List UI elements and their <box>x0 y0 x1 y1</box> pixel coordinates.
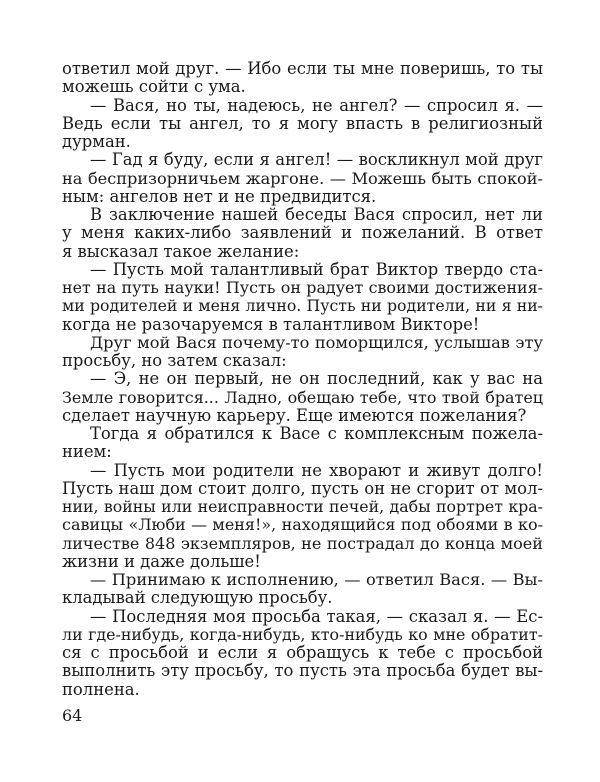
text-line: можешь сойти с ума. <box>62 77 246 97</box>
text-line: В заключение нашей беседы Вася спросил, нет ли <box>90 205 543 224</box>
text-line: нием: <box>62 442 112 462</box>
text-line: — Последняя моя просьба такая, — сказал я. — Ес- <box>90 606 543 626</box>
text-line: Ведь если ты ангел, то я могу впасть в религиозный <box>62 113 543 133</box>
text-line: когда не разочаруемся в талантливом Викторе! <box>62 314 480 334</box>
text-line: сделает научную карьеру. Еще имеются пожелания? <box>62 405 527 425</box>
text-line: — Пусть мой талантливый брат Виктор твердо ста- <box>90 259 543 279</box>
text-line: я высказал такое желание: <box>62 241 300 261</box>
text-line: жизни и даже дольше! <box>62 551 261 571</box>
text-line: — Гад я буду, если я ангел! — воскликнул мой друг <box>90 150 543 170</box>
text-line: Тогда я обратился к Васе с комплексным пожела- <box>90 424 543 443</box>
text-line: — Пусть мои родители не хворают и живут долго! <box>90 460 543 480</box>
text-line: ли где-нибудь, когда-нибудь, кто-нибудь ко мне обратит- <box>62 624 543 644</box>
text-line: просьбу, но затем сказал: <box>62 351 287 370</box>
text-line: ми родителей и меня лично. Пусть ни родители, ни я ни- <box>62 296 543 316</box>
body-text <box>62 60 543 699</box>
text-line: ся с просьбой и если я обращусь к тебе с просьбой <box>62 643 543 662</box>
text-line: кладывай следующую просьбу. <box>62 588 333 608</box>
text-line: личестве 848 экземпляров, не пострадал до конца моей <box>62 533 543 553</box>
text-line: Друг мой Вася почему-то поморщился, услышав эту <box>90 332 543 352</box>
text-line: — Вася, но ты, надеюсь, не ангел? — спросил я. — <box>90 95 543 115</box>
text-line: Пусть наш дом стоит долго, пусть он не сгорит от мол- <box>62 478 543 498</box>
text-line: у меня каких-либо заявлений и пожеланий. В ответ <box>62 223 543 243</box>
text-line: на беспризорничьем жаргоне. — Можешь быть спокой- <box>62 168 543 188</box>
text-line: полнена. <box>62 679 140 699</box>
text-line: — Принимаю к исполнению, — ответил Вася. — Вы- <box>90 570 543 589</box>
page-number: 64 <box>62 706 83 725</box>
text-line: — Э, не он первый, не он последний, как у вас на <box>90 369 543 389</box>
text-line: ответил мой друг. — Ибо если ты мне поверишь, то ты <box>62 59 543 78</box>
text-line: нии, войны или неисправности печей, дабы портрет кра- <box>62 497 543 516</box>
text-line: дурман. <box>62 132 131 151</box>
text-line: савицы «Люби — меня!», находящийся под обоями в ко- <box>62 515 543 535</box>
text-line: выполнить эту просьбу, то пусть эта просьба будет вы- <box>62 661 543 681</box>
text-line: Земле говорится... Ладно, обещаю тебе, что твой братец <box>62 387 543 407</box>
text-line: нет на путь науки! Пусть он радует своими достижения- <box>62 278 543 297</box>
text-line: ным: ангелов нет и не предвидится. <box>62 186 377 206</box>
